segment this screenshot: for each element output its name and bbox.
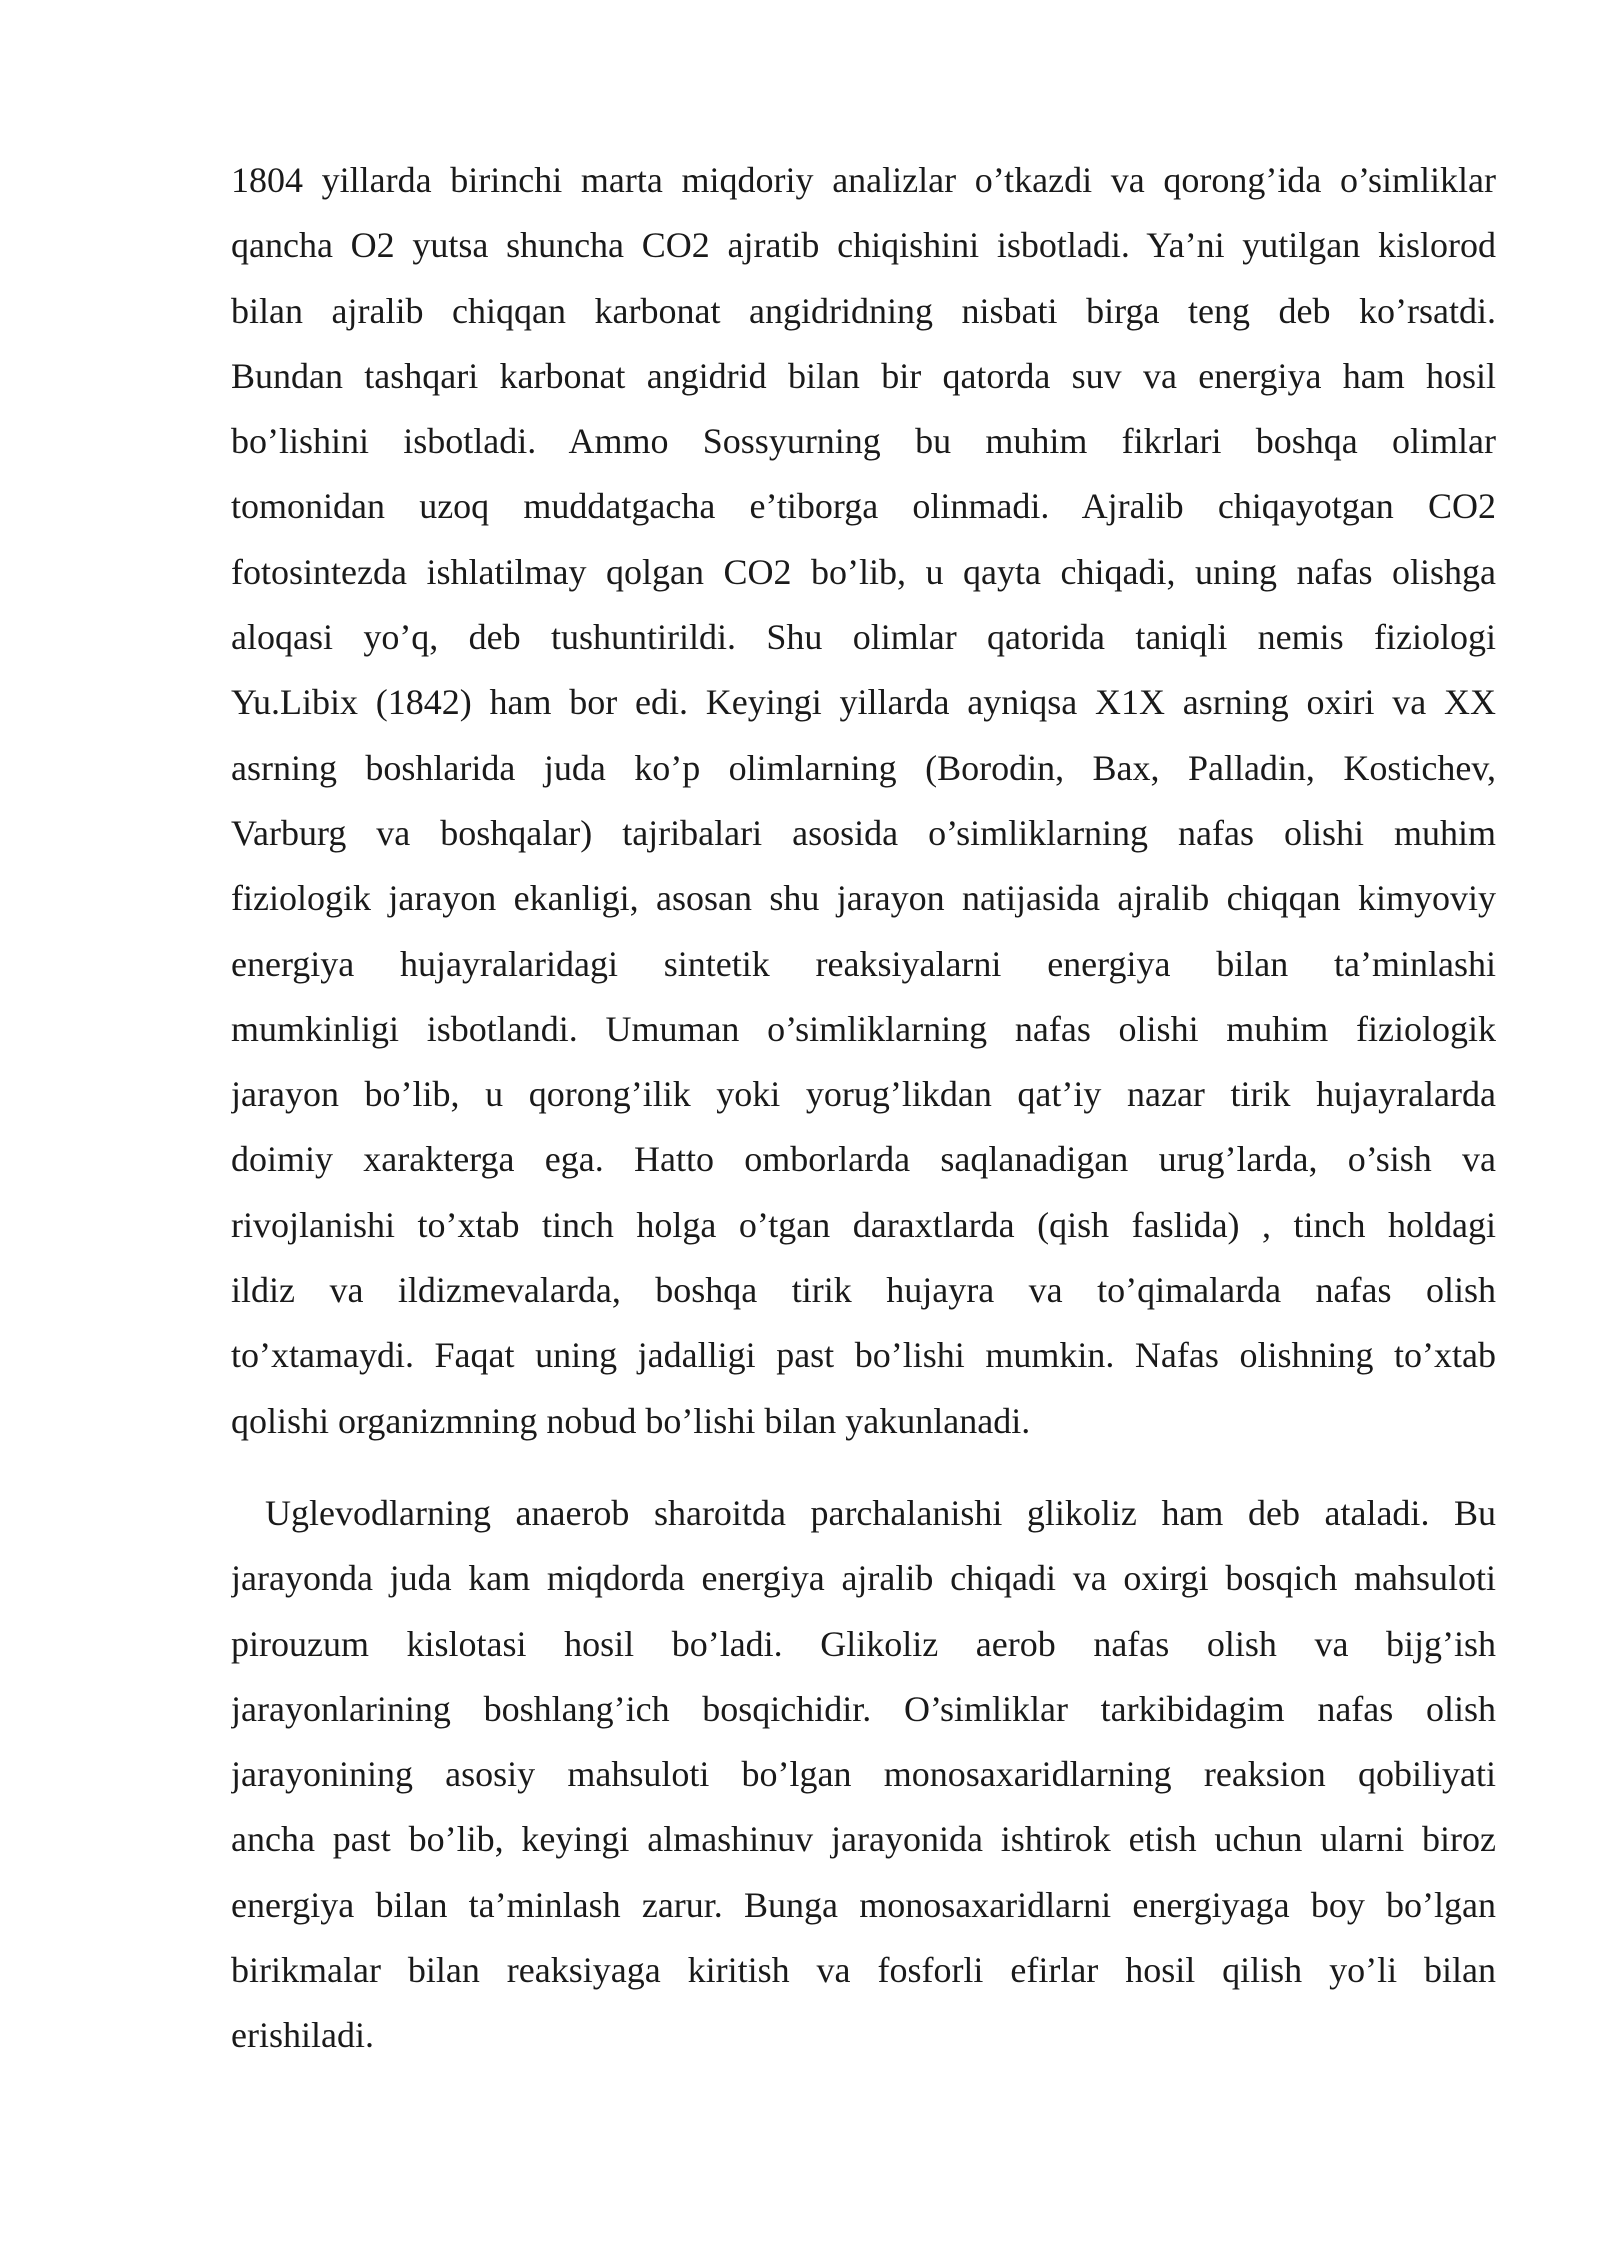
- text-line: qancha O2 yutsa shuncha CO2 ajratib chiqishini isbotladi. Ya’ni yutilgan kislorod: [231, 225, 1496, 266]
- text-line: Yu.Libix (1842) ham bor edi. Keyingi yillarda ayniqsa X1X asrning oxiri va XX: [231, 682, 1496, 723]
- text-line: fiziologik jarayon ekanligi, asosan shu jarayon natijasida ajralib chiqqan kimyoviy: [231, 878, 1496, 919]
- text-line: aloqasi yo’q, deb tushuntirildi. Shu olimlar qatorida taniqli nemis fiziologi: [231, 617, 1496, 658]
- text-line: asrning boshlarida juda ko’p olimlarning (Borodin, Bax, Palladin, Kostichev,: [231, 747, 1496, 788]
- text-line: jarayon bo’lib, u qorong’ilik yoki yorug’likdan qat’iy nazar tirik hujayralarda: [231, 1074, 1496, 1115]
- text-line: bilan ajralib chiqqan karbonat angidridning nisbati birga teng deb ko’rsatdi.: [231, 290, 1496, 331]
- text-line: 1804 yillarda birinchi marta miqdoriy analizlar o’tkazdi va qorong’ida o’simliklar: [231, 160, 1496, 200]
- text-line: to’xtamaydi. Faqat uning jadalligi past bo’lishi mumkin. Nafas olishning to’xtab: [231, 1335, 1496, 1376]
- text-line: tomonidan uzoq muddatgacha e’tiborga olinmadi. Ajralib chiqayotgan CO2: [231, 486, 1496, 527]
- text-line: bo’lishini isbotladi. Ammo Sossyurning bu muhim fikrlari boshqa olimlar: [231, 421, 1496, 462]
- text-line: mumkinligi isbotlandi. Umuman o’simliklarning nafas olishi muhim fiziologik: [231, 1008, 1496, 1049]
- text-line: fotosintezda ishlatilmay qolgan CO2 bo’lib, u qayta chiqadi, uning nafas olishga: [231, 551, 1496, 592]
- text-line: energiya bilan ta’minlash zarur. Bunga monosaxaridlarni energiyaga boy bo’lgan: [231, 1884, 1496, 1925]
- text-line: qolishi organizmning nobud bo’lishi bilan yakunlanadi.: [231, 1400, 1031, 1441]
- text-line: birikmalar bilan reaksiyaga kiritish va fosforli efirlar hosil qilish yo’li bilan: [231, 1950, 1496, 1991]
- text-line: jarayonining asosiy mahsuloti bo’lgan monosaxaridlarning reaksion qobiliyati: [231, 1754, 1496, 1795]
- text-column: [231, 148, 1496, 2069]
- text-line: pirouzum kislotasi hosil bo’ladi. Glikoliz aerob nafas olish va bijg’ish: [231, 1623, 1496, 1664]
- paragraph-2: [231, 1481, 1496, 2069]
- text-line: doimiy xarakterga ega. Hatto omborlarda saqlanadigan urug’larda, o’sish va: [231, 1139, 1496, 1180]
- text-line: jarayonlarining boshlang’ich bosqichidir. O’simliklar tarkibidagim nafas olish: [231, 1688, 1496, 1729]
- paragraph-1: [231, 148, 1496, 1454]
- text-line: erishiladi.: [231, 2015, 374, 2056]
- text-line: ildiz va ildizmevalarda, boshqa tirik hujayra va to’qimalarda nafas olish: [231, 1270, 1496, 1311]
- text-line: Uglevodlarning anaerob sharoitda parchalanishi glikoliz ham deb ataladi. Bu: [265, 1492, 1496, 1533]
- text-line: jarayonda juda kam miqdorda energiya ajralib chiqadi va oxirgi bosqich mahsuloti: [231, 1558, 1496, 1599]
- text-line: Varburg va boshqalar) tajribalari asosida o’simliklarning nafas olishi muhim: [231, 812, 1496, 853]
- text-line: ancha past bo’lib, keyingi almashinuv jarayonida ishtirok etish uchun ularni biroz: [231, 1819, 1496, 1860]
- text-line: Bundan tashqari karbonat angidrid bilan bir qatorda suv va energiya ham hosil: [231, 355, 1496, 396]
- text-line: energiya hujayralaridagi sintetik reaksiyalarni energiya bilan ta’minlashi: [231, 943, 1496, 984]
- text-line: rivojlanishi to’xtab tinch holga o’tgan daraxtlarda (qish faslida) , tinch holdagi: [231, 1204, 1496, 1245]
